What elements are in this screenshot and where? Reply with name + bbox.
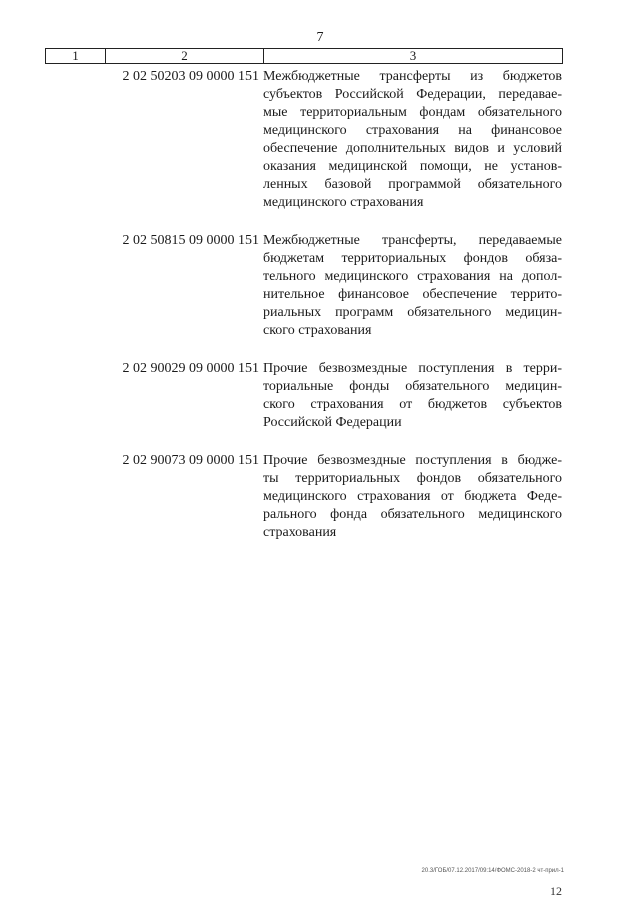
description-line: ского страхования (263, 323, 372, 338)
revenue-code: 2 02 90029 09 0000 151 (122, 361, 259, 376)
table-row (45, 232, 562, 340)
description-line: Межбюджетные трансферты, передаваемые (263, 233, 562, 248)
column-number-2: 2 (106, 49, 264, 64)
sheet-number: 12 (550, 884, 562, 898)
revenue-code: 2 02 50203 09 0000 151 (122, 69, 259, 84)
description-line: рального фонда обязательного медицинского (263, 507, 562, 522)
description-line: ториальные фонды обязательного медицин- (263, 379, 562, 394)
description-line: обеспечение дополнительных видов и условий (263, 141, 562, 156)
description-line: страхования (263, 525, 337, 540)
description-line: риальных программ обязательного медицин- (263, 305, 562, 320)
description-line: ского страхования от бюджетов субъектов (263, 397, 562, 412)
description-line: бюджетам территориальных фондов обяза- (263, 251, 562, 266)
description-line: медицинского страхования (263, 195, 424, 210)
description-line: ленных базовой программой обязательного (263, 177, 562, 192)
description-line: медицинского страхования на финансовое (263, 123, 562, 138)
revenue-description (263, 68, 562, 212)
revenue-description (263, 452, 562, 542)
revenue-code: 2 02 90073 09 0000 151 (122, 453, 259, 468)
description-line: оказания медицинской помощи, не установ- (263, 159, 562, 174)
description-line: ты территориальных фондов обязательного (263, 471, 562, 486)
table-body (45, 66, 562, 542)
column-number-1: 1 (46, 49, 106, 64)
description-line: Прочие безвозмездные поступления в бюдже- (263, 453, 562, 468)
description-line: Российской Федерации (263, 415, 402, 430)
document-code: 20.3/ГОБ/07.12.2017/09:14/ФОМС-2018-2 чт-прил-1 (421, 868, 564, 874)
description-line: мые территориальным фондам обязательного (263, 105, 562, 120)
description-line: медицинского страхования от бюджета Феде- (263, 489, 562, 504)
column-header-row (45, 48, 563, 64)
description-line: Прочие безвозмездные поступления в терри- (263, 361, 562, 376)
table-row (45, 452, 562, 542)
description-line: нительное финансовое обеспечение террито- (263, 287, 562, 302)
page-number: 7 (316, 30, 324, 45)
revenue-description (263, 360, 562, 432)
table-row (45, 360, 562, 432)
table-row (45, 68, 562, 212)
column-number-3: 3 (264, 49, 563, 64)
description-line: тельного медицинского страхования на допол- (263, 269, 562, 284)
revenue-description (263, 232, 562, 340)
description-line: субъектов Российской Федерации, передавае- (263, 87, 562, 102)
description-line: Межбюджетные трансферты из бюджетов (263, 69, 562, 84)
revenue-code: 2 02 50815 09 0000 151 (122, 233, 259, 248)
